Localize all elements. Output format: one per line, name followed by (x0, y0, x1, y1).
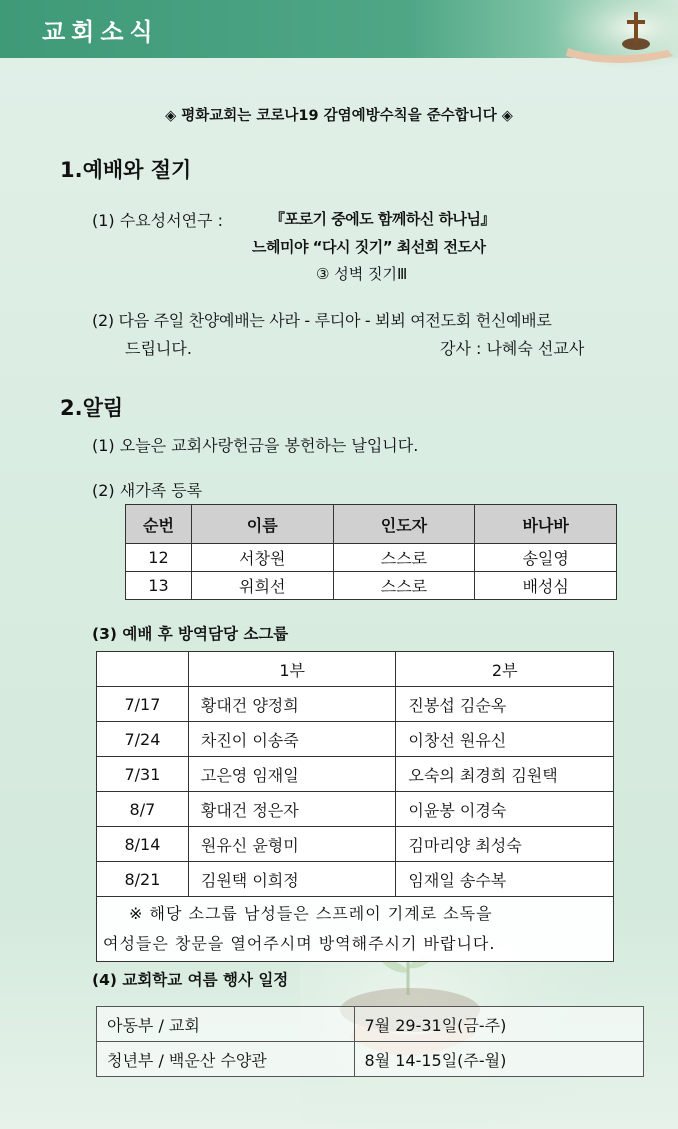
date-cell: 7/24 (97, 722, 189, 757)
table-row (97, 1007, 644, 1042)
school-events-table (96, 1006, 644, 1077)
table-cell: 황대건 정은자 (188, 792, 396, 827)
table-cell: 서창원 (191, 544, 333, 572)
table-row (97, 827, 614, 862)
school-events-label: (4) 교회학교 여름 행사 일정 (92, 971, 289, 989)
table-cell: 청년부 / 백운산 수양관 (97, 1042, 355, 1077)
table-cell: 진봉섭 김순옥 (396, 687, 614, 722)
table-row (97, 862, 614, 897)
table-cell: 스스로 (333, 572, 475, 600)
table-cell: 아동부 / 교회 (97, 1007, 355, 1042)
table-cell: 차진이 이송죽 (188, 722, 396, 757)
header-cell: 이름 (191, 505, 333, 544)
table-cell: 8월 14-15일(주-월) (354, 1042, 643, 1077)
table-cell: 7월 29-31일(금-주) (354, 1007, 643, 1042)
table-row (97, 757, 614, 792)
table-cell: 스스로 (333, 544, 475, 572)
date-cell: 8/14 (97, 827, 189, 862)
table-row (97, 897, 614, 962)
page-title: 교회소식 (42, 18, 159, 46)
date-cell: 7/17 (97, 687, 189, 722)
date-cell: 7/31 (97, 757, 189, 792)
table-row (97, 792, 614, 827)
disinfection-table (96, 651, 614, 962)
table-row (126, 544, 617, 572)
header-cell: 바나바 (475, 505, 617, 544)
table-cell: 김원택 이희정 (188, 862, 396, 897)
header-cell: 1부 (188, 652, 396, 687)
section-heading-announcements: 2.알림 (60, 396, 124, 420)
header-cell: 인도자 (333, 505, 475, 544)
offering-notice: (1) 오늘은 교회사랑헌금을 봉헌하는 날입니다. (92, 436, 419, 455)
table-row (97, 722, 614, 757)
praise-service-line2: 드립니다. (125, 339, 192, 358)
wednesday-study-subtitle: 느헤미야 “다시 짓기” 최선희 전도사 (252, 238, 486, 256)
wednesday-study-title: 『포로기 중에도 함께하신 하나님』 (270, 210, 496, 228)
date-cell: 8/7 (97, 792, 189, 827)
table-cell: 황대건 양정희 (188, 687, 396, 722)
header-cell: 2부 (396, 652, 614, 687)
table-header-row (97, 652, 614, 687)
praise-service-speaker: 강사 : 나혜숙 선교사 (440, 339, 585, 358)
header-cell (97, 652, 189, 687)
table-header-row (126, 505, 617, 544)
quarantine-notice: ◈ 평화교회는 코로나19 감염예방수칙을 준수합니다 ◈ (165, 108, 513, 124)
table-cell: 오숙의 최경희 김원택 (396, 757, 614, 792)
table-row (97, 687, 614, 722)
disinfection-group-label: (3) 예배 후 방역담당 소그룹 (92, 625, 289, 643)
table-row (126, 572, 617, 600)
table-cell: 임재일 송수복 (396, 862, 614, 897)
new-family-label: (2) 새가족 등록 (92, 481, 203, 500)
new-family-table (125, 504, 617, 600)
table-row (97, 1042, 644, 1077)
table-cell: 김마리양 최성숙 (396, 827, 614, 862)
disinfection-note (97, 897, 614, 962)
table-cell: 배성심 (475, 572, 617, 600)
header-cell: 순번 (126, 505, 192, 544)
cross-hands-icon (538, 0, 678, 70)
table-cell: 고은영 임재일 (188, 757, 396, 792)
table-cell: 이창선 원유신 (396, 722, 614, 757)
table-cell: 12 (126, 544, 192, 572)
table-cell: 원유신 윤형미 (188, 827, 396, 862)
table-cell: 위희선 (191, 572, 333, 600)
praise-service-line1: (2) 다음 주일 찬양예배는 사라 - 루디아 - 뵈뵈 여전도회 헌신예배로 (92, 311, 552, 330)
wednesday-study-part: ③ 성벽 짓기Ⅲ (316, 265, 408, 283)
note-line-2: 여성들은 창문을 열어주시며 방역해주시기 바랍니다. (103, 934, 496, 953)
wednesday-study-label: (1) 수요성서연구 : (92, 211, 223, 230)
note-line-1: ※ 해당 소그룹 남성들은 스프레이 기계로 소독을 (129, 904, 493, 923)
date-cell: 8/21 (97, 862, 189, 897)
table-cell: 13 (126, 572, 192, 600)
table-cell: 이윤봉 이경숙 (396, 792, 614, 827)
section-heading-worship: 1.예배와 절기 (60, 158, 192, 182)
table-cell: 송일영 (475, 544, 617, 572)
